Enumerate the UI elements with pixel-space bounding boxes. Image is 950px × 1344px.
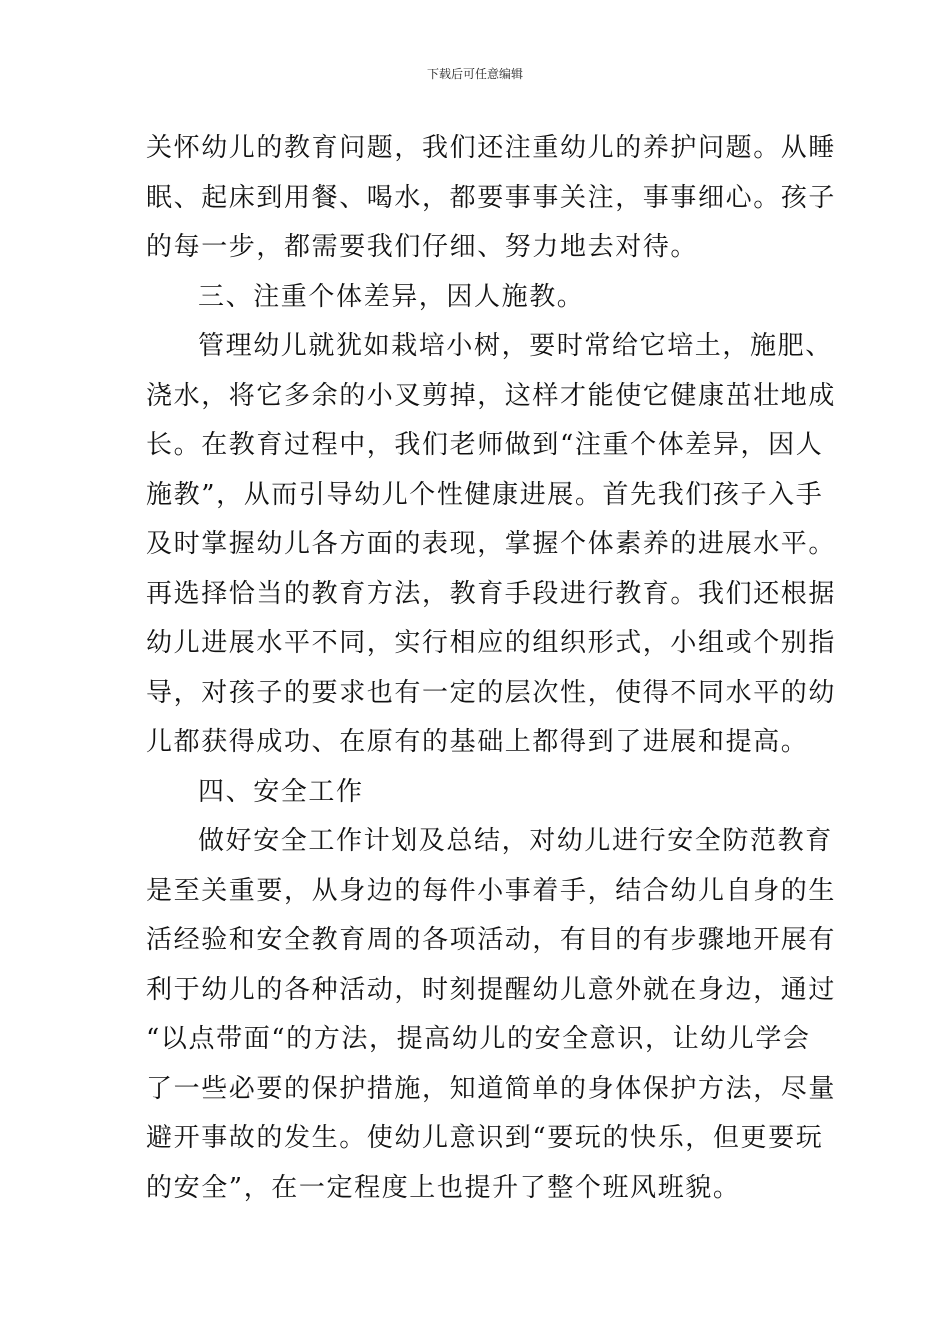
text-line: 眠、起床到用餐、喝水，都要事事关注，事事细心。孩子: [146, 182, 837, 213]
text-line: 导，对孩子的要求也有一定的层次性，使得不同水平的幼: [146, 677, 837, 708]
text-line: 的每一步，都需要我们仔细、努力地去对待。: [146, 232, 699, 262]
text-line: 避开事故的发生。使幼儿意识到“要玩的快乐，但更要玩: [146, 1123, 824, 1153]
section-heading: 三、注重个体差异，因人施教。: [198, 281, 585, 312]
paragraph-start-line: 管理幼儿就犹如栽培小树，要时常给它培土，施肥、: [198, 331, 833, 361]
paragraph-start-line: 做好安全工作计划及总结，对幼儿进行安全防范教育: [198, 826, 833, 856]
text-line: 利于幼儿的各种活动，时刻提醒幼儿意外就在身边，通过: [146, 974, 837, 1005]
section-heading: 四、安全工作: [198, 776, 364, 807]
text-line: 及时掌握幼儿各方面的表现，掌握个体素养的进展水平。: [146, 529, 837, 559]
text-line: 是至关重要，从身边的每件小事着手，结合幼儿自身的生: [146, 875, 837, 906]
page-header: 下载后可任意编辑: [426, 67, 523, 81]
text-line: 幼儿进展水平不同，实行相应的组织形式，小组或个别指: [146, 628, 837, 658]
text-line: 活经验和安全教育周的各项活动，有目的有步骤地开展有: [146, 925, 837, 955]
text-line: 长。在教育过程中，我们老师做到“注重个体差异，因人: [146, 430, 824, 460]
text-line: 关怀幼儿的教育问题，我们还注重幼儿的养护问题。从睡: [146, 133, 837, 163]
text-line: 再选择恰当的教育方法，教育手段进行教育。我们还根据: [146, 578, 837, 609]
text-line: 儿都获得成功、在原有的基础上都得到了进展和提高。: [146, 727, 809, 757]
text-line: 的安全”，在一定程度上也提升了整个班风班貌。: [146, 1172, 741, 1203]
text-line: “以点带面“的方法，提高幼儿的安全意识，让幼儿学会: [146, 1024, 811, 1054]
text-line: 了一些必要的保护措施，知道简单的身体保护方法，尽量: [146, 1073, 837, 1104]
document-body: [146, 124, 837, 1213]
text-line: 施教”，从而引导幼儿个性健康进展。首先我们孩子入手: [146, 479, 824, 510]
text-line: 浇水，将它多余的小叉剪掉，这样才能使它健康茁壮地成: [146, 380, 837, 411]
